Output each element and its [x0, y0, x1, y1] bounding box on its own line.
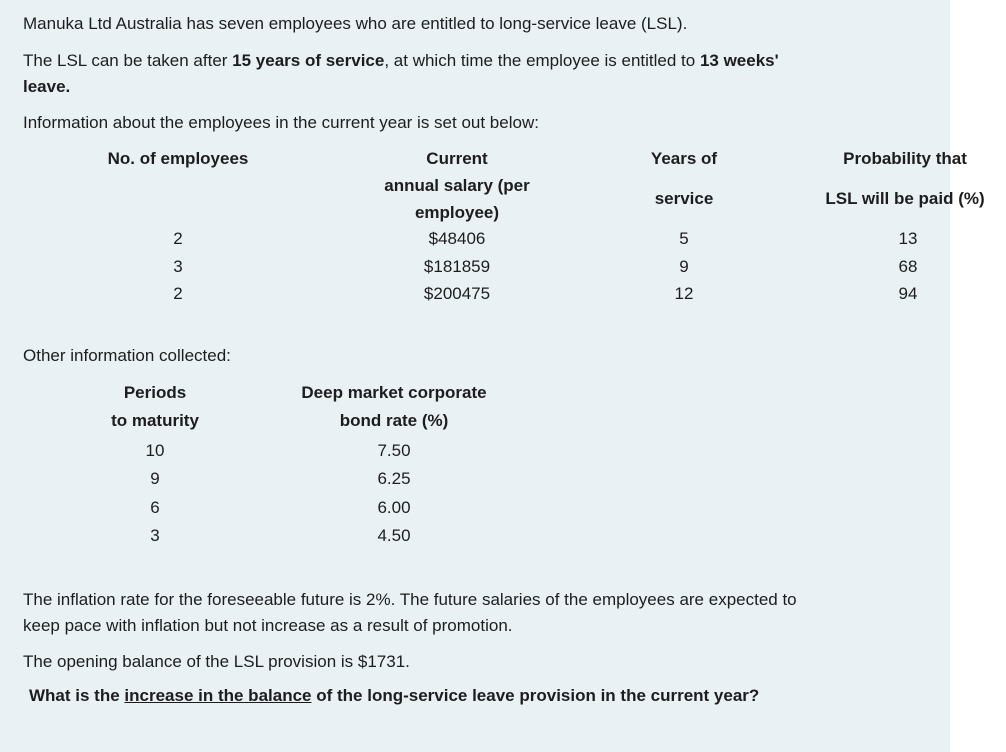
- bond-row-4-periods: 3: [150, 526, 160, 545]
- header-probability-line-2: LSL will be paid (%): [825, 189, 985, 208]
- table-row-3-salary: $200475: [423, 284, 491, 303]
- header-bond-rate-line-2: bond rate (%): [339, 411, 449, 430]
- header-probability-line-1: Probability that: [843, 149, 967, 168]
- table-row-2-employees: 3: [173, 257, 183, 276]
- header-no-of-employees: No. of employees: [107, 149, 249, 168]
- table-row-2-probability: 68: [898, 257, 918, 276]
- inflation-line-2: keep pace with inflation but not increase as a result of promotion.: [23, 616, 513, 635]
- inflation-line-1: The inflation rate for the foreseeable future is 2%. The future salaries of the employees are expected to: [23, 590, 797, 609]
- intro-leave-word: leave.: [23, 77, 71, 96]
- header-salary-line-3: employee): [414, 203, 500, 222]
- opening-balance-text: The opening balance of the LSL provision is $1731.: [23, 652, 410, 671]
- intro-line-2-pre: The LSL can be taken after: [23, 51, 233, 70]
- bond-row-4-rate: 4.50: [377, 526, 411, 545]
- question-pre: What is the: [29, 686, 125, 705]
- table-row-2-years: 9: [679, 257, 689, 276]
- other-info-label: Other information collected:: [23, 346, 231, 365]
- intro-line-3: [23, 74, 70, 100]
- table-row-1-salary: $48406: [428, 229, 486, 248]
- table-row-2-salary: $181859: [423, 257, 491, 276]
- table-row-1-probability: 13: [898, 229, 918, 248]
- intro-years-of-service: 15 years of service: [232, 51, 385, 70]
- header-periods-line-2: to maturity: [111, 411, 199, 430]
- header-salary-line-1: Current: [426, 149, 488, 168]
- bond-row-2-periods: 9: [150, 469, 160, 488]
- bond-row-2-rate: 6.25: [377, 469, 411, 488]
- bond-row-3-periods: 6: [150, 498, 160, 517]
- bond-row-3-rate: 6.00: [377, 498, 411, 517]
- intro-line-4: Information about the employees in the current year is set out below:: [23, 113, 539, 132]
- header-years-line-1: Years of: [650, 149, 718, 168]
- table-row-3-years: 12: [674, 284, 694, 303]
- table-row-3-probability: 94: [898, 284, 918, 303]
- intro-weeks-leave: 13 weeks': [699, 51, 779, 70]
- table-row-3-employees: 2: [173, 284, 183, 303]
- question-underlined: increase in the balance: [124, 686, 312, 705]
- header-periods-line-1: Periods: [123, 383, 187, 402]
- table-row-1-years: 5: [679, 229, 689, 248]
- intro-line-2: [23, 48, 779, 74]
- bond-row-1-periods: 10: [145, 441, 165, 460]
- header-bond-rate-line-1: Deep market corporate: [301, 383, 487, 402]
- intro-line-2-mid: , at which time the employee is entitled to: [384, 51, 700, 70]
- table-row-1-employees: 2: [173, 229, 183, 248]
- question-text: [29, 683, 759, 709]
- bond-row-1-rate: 7.50: [377, 441, 411, 460]
- intro-line-1: Manuka Ltd Australia has seven employees who are entitled to long-service leave (LSL).: [23, 14, 688, 33]
- question-post: of the long-service leave provision in the current year?: [311, 686, 760, 705]
- header-salary-line-2: annual salary (per: [384, 176, 530, 195]
- header-years-line-2: service: [654, 189, 714, 208]
